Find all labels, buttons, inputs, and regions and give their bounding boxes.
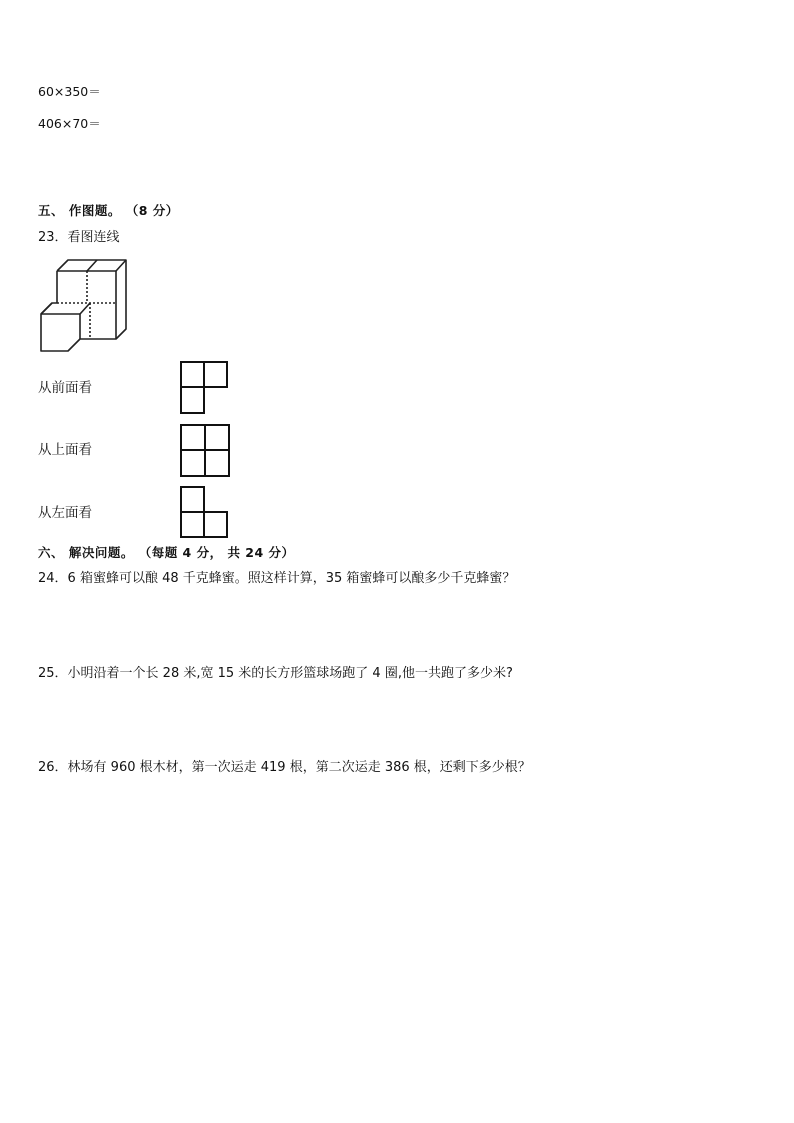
question-23: 23．看图连线 bbox=[38, 230, 120, 245]
view-figure-front[interactable] bbox=[179, 360, 231, 416]
section-5-heading: 五、 作图题。 （8 分） bbox=[38, 203, 179, 218]
view-label-left: 从左面看 bbox=[38, 505, 92, 521]
view-label-top: 从上面看 bbox=[38, 442, 92, 458]
calc-item-2: 406×70＝ bbox=[38, 116, 101, 131]
question-25: 25．小明沿着一个长 28 米,宽 15 米的长方形篮球场跑了 4 圈,他一共跑了多少米? bbox=[38, 666, 513, 681]
cube-solid-figure bbox=[38, 255, 132, 353]
view-figure-top[interactable] bbox=[179, 423, 233, 479]
calc-item-1: 60×350＝ bbox=[38, 84, 101, 99]
section-6-heading: 六、 解决问题。 （每题 4 分， 共 24 分） bbox=[38, 545, 295, 560]
question-26: 26．林场有 960 根木材，第一次运走 419 根，第二次运走 386 根，还剩下多少根？ bbox=[38, 760, 531, 775]
question-24: 24．6 箱蜜蜂可以酿 48 千克蜂蜜。照这样计算，35 箱蜜蜂可以酿多少千克蜂蜜？ bbox=[38, 571, 516, 586]
view-figure-left[interactable] bbox=[179, 485, 231, 541]
view-label-front: 从前面看 bbox=[38, 380, 92, 396]
